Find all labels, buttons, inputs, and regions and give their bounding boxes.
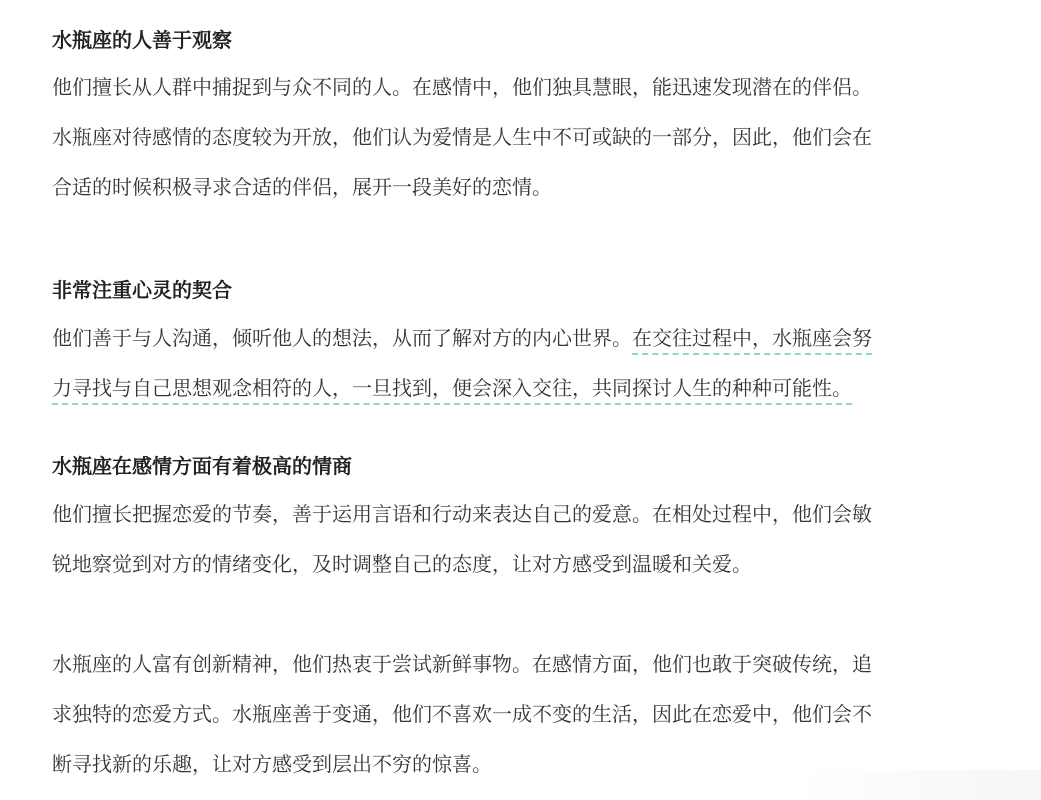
bottom-fade-overlay (801, 770, 1041, 800)
paragraph-line: 他们擅长把握恋爱的节奏，善于运用言语和行动来表达自己的爱意。在相处过程中，他们会敏 (52, 502, 872, 526)
paragraph-line: 锐地察觉到对方的情绪变化，及时调整自己的态度，让对方感受到温暖和关爱。 (52, 552, 752, 576)
paragraph-line (52, 313, 1012, 363)
section-paragraph-innovation (52, 639, 1012, 789)
paragraph-line: 求独特的恋爱方式。水瓶座善于变通，他们不喜欢一成不变的生活，因此在恋爱中，他们会不 (52, 702, 872, 726)
paragraph-line: 水瓶座对待感情的态度较为开放，他们认为爱情是人生中不可或缺的一部分，因此，他们会在 (52, 125, 872, 149)
paragraph-line (52, 363, 1012, 413)
section-paragraph-observation (52, 62, 1012, 212)
section-paragraph-eq (52, 489, 1012, 589)
paragraph-line-part: 他们善于与人沟通，倾听他人的想法，从而了解对方的内心世界。 (52, 326, 632, 350)
paragraph-line: 他们擅长从人群中捕捉到与众不同的人。在感情中，他们独具慧眼，能迅速发现潜在的伴侣。 (52, 75, 872, 99)
section-heading-observation: 水瓶座的人善于观察 (52, 28, 232, 52)
paragraph-line: 断寻找新的乐趣，让对方感受到层出不穷的惊喜。 (52, 752, 492, 776)
paragraph-line: 合适的时候积极寻求合适的伴侣，展开一段美好的恋情。 (52, 175, 552, 199)
section-paragraph-soul-match (52, 313, 1012, 413)
paragraph-line: 水瓶座的人富有创新精神，他们热衷于尝试新鲜事物。在感情方面，他们也敢于突破传统，追 (52, 652, 872, 676)
section-heading-soul-match: 非常注重心灵的契合 (52, 278, 232, 302)
section-heading-eq: 水瓶座在感情方面有着极高的情商 (52, 454, 352, 478)
highlighted-text: 在交往过程中，水瓶座会努 (632, 326, 872, 355)
highlighted-text: 力寻找与自己思想观念相符的人，一旦找到，便会深入交往，共同探讨人生的种种可能性。 (52, 376, 852, 405)
